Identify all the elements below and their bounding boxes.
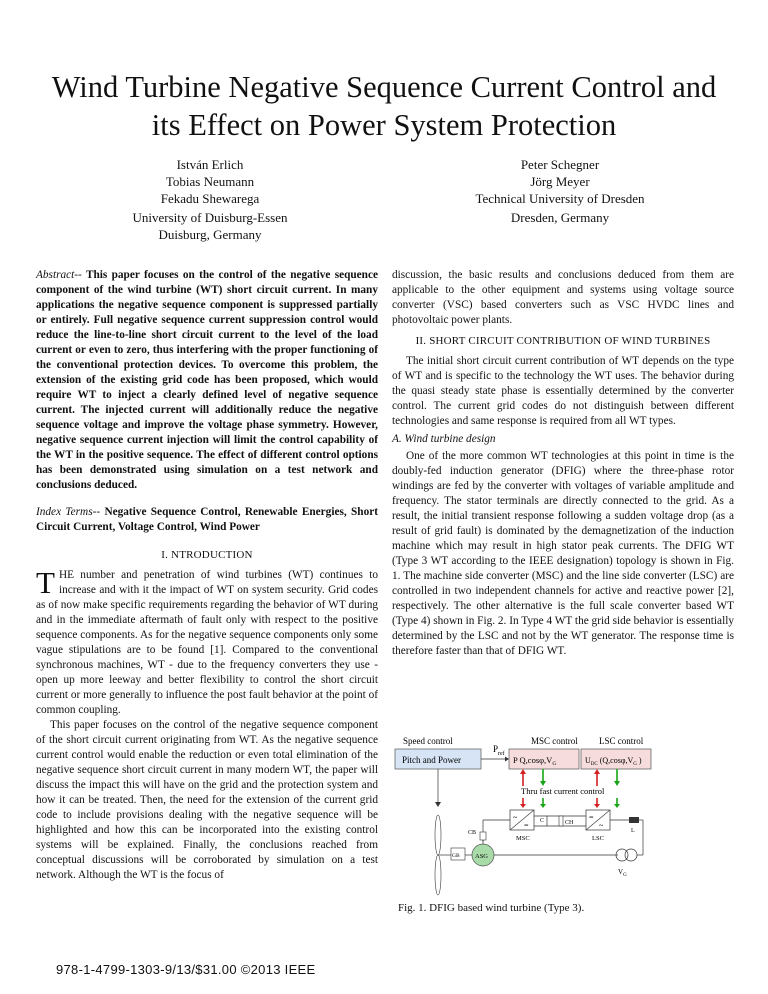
lsc-control-label: LSC control <box>599 736 644 746</box>
lsc-box-u: U <box>585 756 591 765</box>
red-arrowhead <box>520 769 526 774</box>
green-arrowhead <box>614 804 620 808</box>
figure-dfig-diagram <box>393 732 653 902</box>
red-arrowhead <box>594 804 600 808</box>
vg-label <box>618 868 627 878</box>
affiliation: Duisburg, Germany <box>158 227 262 242</box>
abstract <box>36 268 378 493</box>
inductor-symbol <box>629 817 639 823</box>
capacitor-label: C <box>540 818 545 824</box>
ac-symbol: ~ <box>599 821 604 830</box>
author-name: Tobias Neumann <box>165 174 255 189</box>
red-arrowhead <box>520 804 526 808</box>
rotor-blade-icon <box>435 855 441 895</box>
affiliation: Dresden, Germany <box>510 210 610 225</box>
intro-paragraph <box>36 565 378 718</box>
rotor-blade-icon <box>435 815 441 855</box>
intro-text: HE number and penetration of wind turbines (WT) continues to increase and with it the impact of WT on system security. Grid codes as of now make specific requirements regarding the behavior of WT during and in the immediate aftermath of fault only with respect to the positive sequence components. As for the negative sequence components only some vague stipulations are to be found [1]. Compared to the conventional synchronous machines, WT - due to the frequency converters they use - open up more leeway and better flexibility to control the short circuit current or more generally to influence the post fault behavior at the point of common coupling. <box>36 569 378 716</box>
chopper-symbol <box>559 816 563 826</box>
red-arrowhead <box>594 769 600 774</box>
lsc-box-end: ) <box>636 756 642 765</box>
paper-title: Wind Turbine Negative Sequence Current Control and its Effect on Power System Protection <box>51 70 717 142</box>
dc-symbol: = <box>524 821 529 830</box>
author-name: Fekadu Shewarega <box>160 191 260 206</box>
subsection-paragraph: One of the more common WT technologies at this point in time is the doubly-fed induction generator (DFIG) where the three-phase rotor windings are fed by the converter with voltages of variable amplitude and frequency. The stator terminals are directly connected to the grid. As a result, the initial transient response following a sudden voltage drop (as a result of grid fault) is dominated by the demagnetization of the induction machine which may result in high stator peak currents. The DFIG WT (Type 3 WT according to the IEEE designation) topology is shown in Fig. 1. The machine side converter (MSC) and the line side converter (LSC) are controlled in two independent channels for active and reactive power [2], respectively. The other alternative is the full scale converter based WT (Type 4) shown in Fig. 2. In Type 4 WT the grid side behavior is essentially determined by the LSC and not by the WT generator. The response time is therefore faster than that of DFIG WT. <box>392 450 734 657</box>
green-arrowhead <box>614 781 620 786</box>
section-heading: II. SHORT CIRCUIT CONTRIBUTION OF WIND TURBINES <box>415 335 711 347</box>
ac-symbol: ~ <box>513 813 518 822</box>
msc-label: MSC <box>516 835 530 842</box>
p-ref-main: P <box>493 744 499 754</box>
lsc-label: LSC <box>592 835 604 842</box>
thru-fast-label: Thru fast current control <box>521 786 605 796</box>
affiliation-institution: Technical University of Dresden <box>475 191 645 206</box>
vg-sub: G <box>623 873 627 878</box>
msc-control-label: MSC control <box>531 736 578 746</box>
abstract-text: This paper focuses on the control of the negative sequence component of the wind turbine (WT) short circuit current. In many applications the negative sequence component is suppressed partially or entirely. Full negative sequence current suppression control would reduce the line-to-line short circuit current to the level of the load current or even to zero, thus interfering with the proper functioning of the conventional protection devices. To overcome this problem, the extension of the existing grid code has been proposed, which would require WT to inject a clearly defined level of negative sequence current. The injected current will additionally reduce the negative sequence voltage and improve the voltage phase symmetry. However, negative sequence current injection will limit the control capability of the WT in the positive sequence. The effect of different control options has been demonstrated using simulation on a test network and conclusions deduced. <box>36 269 378 491</box>
pitch-arrowhead <box>435 802 441 807</box>
crowbar-symbol <box>480 832 486 840</box>
lsc-box-tail-sub: G <box>633 762 637 767</box>
section2-paragraph: The initial short circuit current contribution of WT depends on the type of WT and is specific to the technology the WT uses. The behavior during the quasi steady state phase is essentially determined by the converter control. The current grid codes do not distinguish between different technologies and same response is required from all WT types. <box>392 355 734 427</box>
author-name: Peter Schegner <box>520 157 600 172</box>
index-terms <box>36 505 378 535</box>
left-column <box>36 268 378 883</box>
continued-paragraph: discussion, the basic results and conclusions deduced from them are applicable to the other equipment and systems using voltage source converter (VSC) based converters such as VSC HVDC lines and photovoltaic power plants. <box>392 269 734 326</box>
index-terms-label: Index Terms-- <box>36 506 101 518</box>
lsc-box-u-sub: DC <box>590 762 598 767</box>
authors-right <box>460 156 660 226</box>
authors-left <box>110 156 310 243</box>
gearbox-label: GB <box>452 853 460 859</box>
msc-box-sub: G <box>552 761 557 767</box>
subsection-heading: A. Wind turbine design <box>392 433 496 445</box>
dc-symbol: = <box>589 813 594 822</box>
speed-control-label: Speed control <box>403 736 453 746</box>
copyright-footer: 978-1-4799-1303-9/13/$31.00 ©2013 IEEE <box>56 962 316 977</box>
transformer-winding <box>625 849 637 861</box>
author-name: István Erlich <box>176 157 244 172</box>
msc-box-main: P Q,cosφ,V <box>513 755 553 765</box>
crowbar-label: CB <box>468 830 477 836</box>
right-column <box>392 268 734 659</box>
intro-paragraph-2: This paper focuses on the control of the negative sequence component of the short circuit current originating from WT. As the negative sequence current control would enable the reduction or even total elimination of the negative sequence short circuit current in many modern WT, the paper will discuss the impact this will have on the grid and the protection system and how it can be treated. Then, the need for the extension of the current grid code to include provisions dealing with the negative sequence will be highlighted and how this can be incorporated into the existing control systems will be explained. Finally, the conclusions reached from conceptual discussions will be corroborated by simulation on a test network. Although the WT is the focus of <box>36 719 378 881</box>
author-name: Jörg Meyer <box>530 174 590 189</box>
asg-label: ASG <box>475 853 489 860</box>
p-ref-sub: ref <box>498 751 505 757</box>
index-terms-text: Negative Sequence Control, Renewable Energies, Short Circuit Current, Voltage Control, Wind Power <box>36 506 378 533</box>
inductor-label: L <box>631 828 635 834</box>
abstract-label: Abstract-- <box>36 269 82 281</box>
affiliation: University of Duisburg-Essen <box>132 210 288 225</box>
vg-main: V <box>618 868 624 876</box>
drop-cap: T <box>36 565 55 600</box>
green-arrowhead <box>540 804 546 808</box>
pitch-power-label: Pitch and Power <box>402 755 461 765</box>
chopper-label: CH <box>565 820 574 826</box>
lsc-box-tail: (Q,cosφ,V <box>597 756 634 765</box>
figure-caption: Fig. 1. DFIG based wind turbine (Type 3). <box>398 902 585 914</box>
p-ref-label <box>493 744 505 757</box>
pref-arrowhead <box>505 757 509 762</box>
section-heading: I. NTRODUCTION <box>161 549 253 561</box>
